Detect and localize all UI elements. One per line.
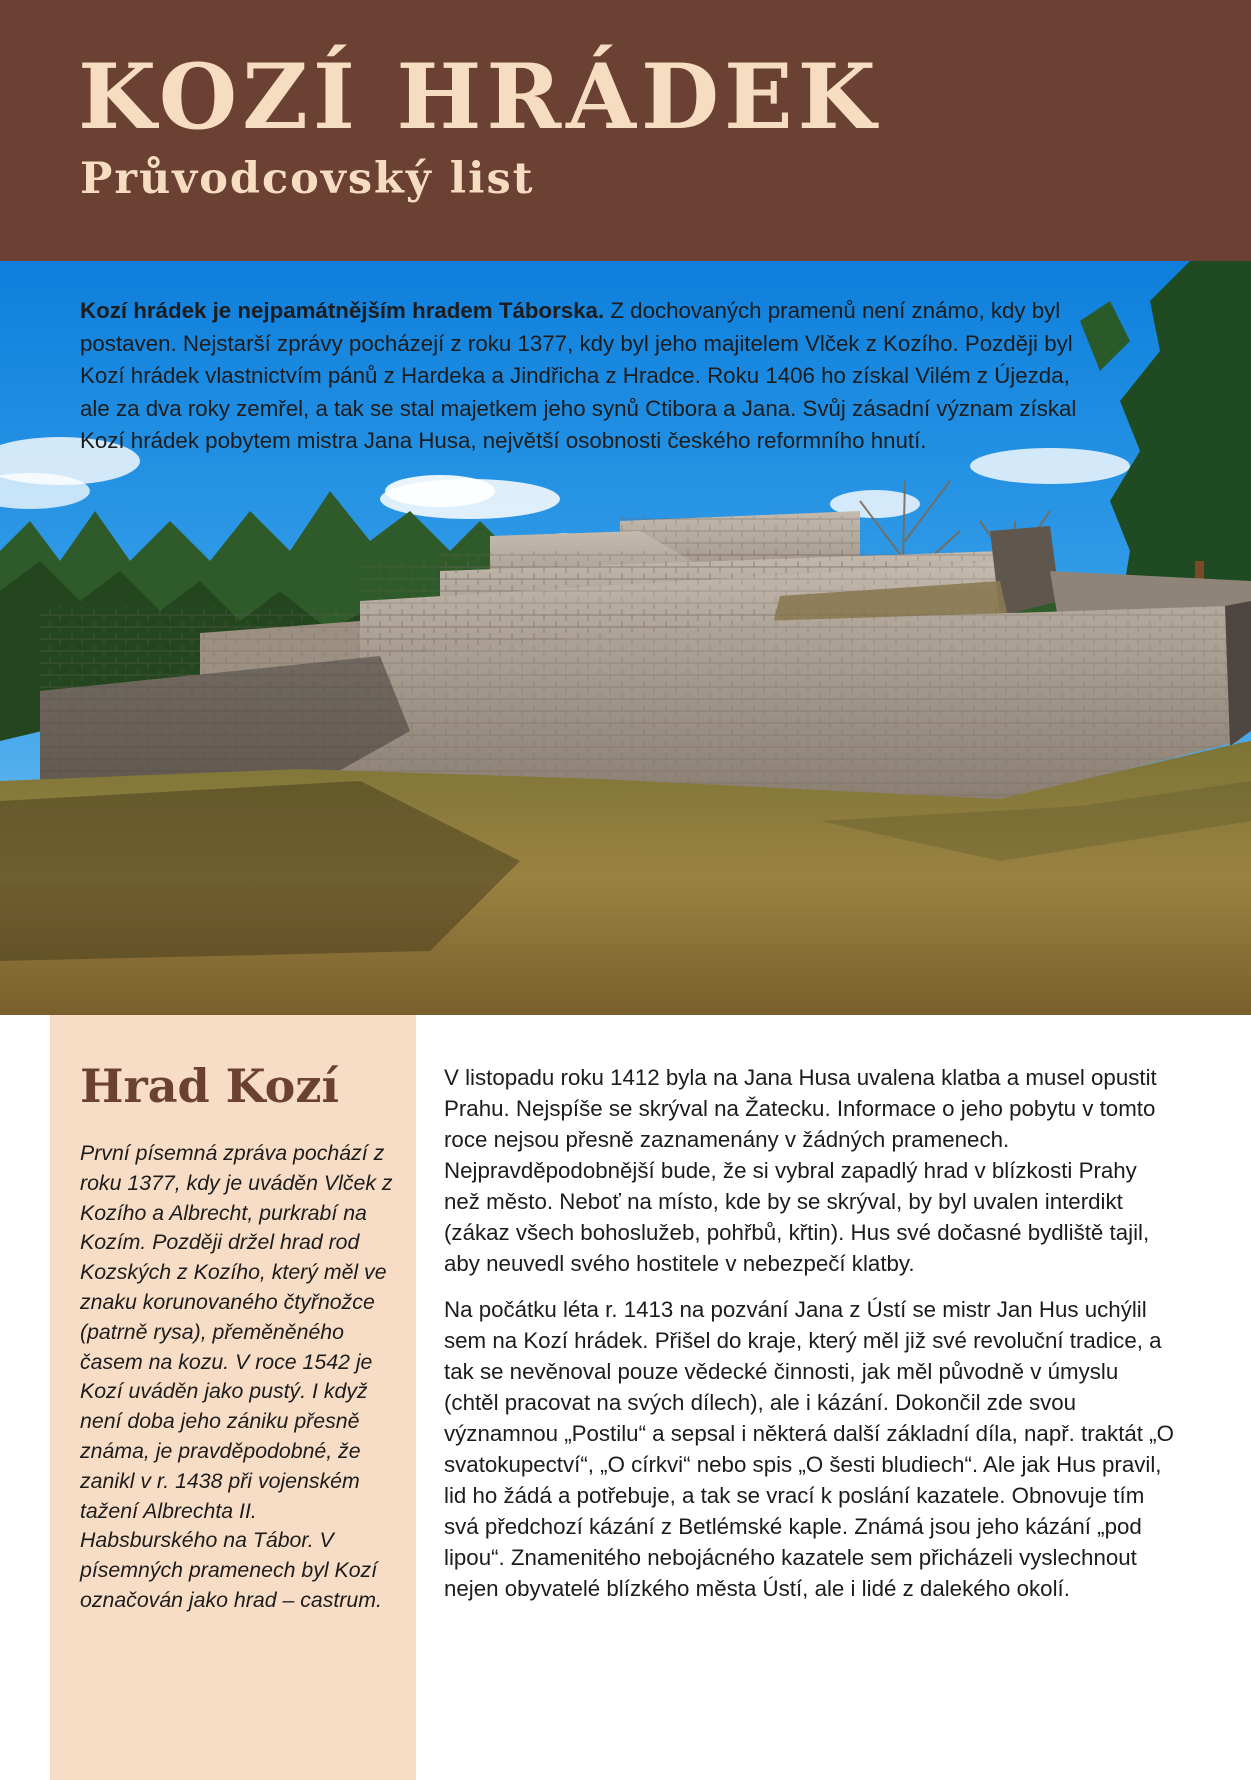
header-banner <box>0 0 1251 261</box>
castle-photo <box>0 261 1251 1015</box>
intro-text: Z dochovaných pramenů není známo, kdy byl postaven. Nejstarší zprávy pocházejí z roku 1377, kdy byl jeho majitelem Vlček z Kozího. Později byl Kozí hrádek vlastnictvím pánů z Hardeka a Jindřicha z Hradce. Roku 1406 ho získal Vilém z Újezda, ale za dva roky zemřel, a tak se stal majetkem jeho synů Ctibora a Jana. Svůj zásadní význam získal Kozí hrádek pobytem mistra Jana Husa, největší osobnosti českého reformního hnutí. <box>80 298 1077 453</box>
main-paragraph-2: Na počátku léta r. 1413 na pozvání Jana z Ústí se mistr Jan Hus uchýlil sem na Kozí hrádek. Přišel do kraje, který měl již své revoluční tradice, a tak se nevěnoval pouze vědecké činnosti, jak měl původně v úmyslu (chtěl pracovat na svých dílech), ale i kázání. Dokončil zde svou významnou „Postilu“ a sepsal i některá další základní díla, např. traktát „O svatokupectví“, „O církvi“ nebo spis „O šesti bludiech“. Ale jak Hus pravil, lid ho žádá a potřebuje, a tak se vrací k poslání kazatele. Obnovuje tím svá předchozí kázání z Betlémské kaple. Známá jsou jeho kázání „pod lipou“. Znamenitého nebojácného kazatele sem přicházeli vyslechnout nejen obyvatelé blízkého města Ústí, ale i lidé z dalekého okolí. <box>444 1297 1174 1601</box>
main-paragraph-1: V listopadu roku 1412 byla na Jana Husa uvalena klatba a musel opustit Prahu. Nejspíše se skrýval na Žatecku. Informace o jeho pobytu v tomto roce nejsou přesně zaznamenány v žádných pramenech. Nejpravděpodobnější bude, že si vybral zapadlý hrad v blízkosti Prahy než město. Neboť na místo, kde by se skrýval, by byl uvalen interdikt (zákaz všech bohoslužeb, pohřbů, křtin). Hus své dočasné bydliště tajil, aby neuvedl svého hostitele v nebezpečí klatby. <box>444 1065 1157 1276</box>
page-subtitle: Průvodcovský list <box>80 154 535 204</box>
main-text <box>444 1062 1174 1619</box>
page-title: KOZÍ HRÁDEK <box>78 44 881 150</box>
intro-lead: Kozí hrádek je nejpamátnějším hradem Táborska. <box>80 298 605 323</box>
intro-paragraph <box>80 295 1090 458</box>
sidebar-panel <box>50 1015 416 1780</box>
sidebar-heading: Hrad Kozí <box>80 1059 339 1113</box>
sidebar-text: První písemná zpráva pochází z roku 1377, kdy je uváděn Vlček z Kozího a Albrecht, purkrabí na Kozím. Později držel hrad rod Kozských z Kozího, který měl ve znaku korunovaného čtyřnožce (patrně rysa), přeměněného časem na kozu. V roce 1542 je Kozí uváděn jako pustý. I když není doba jeho zániku přesně známa, je pravděpodobné, že zanikl v r. 1438 při vojenském tažení Albrechta II. Habsburského na Tábor. V písemných pramenech byl Kozí označován jako hrad – castrum. <box>80 1141 393 1612</box>
